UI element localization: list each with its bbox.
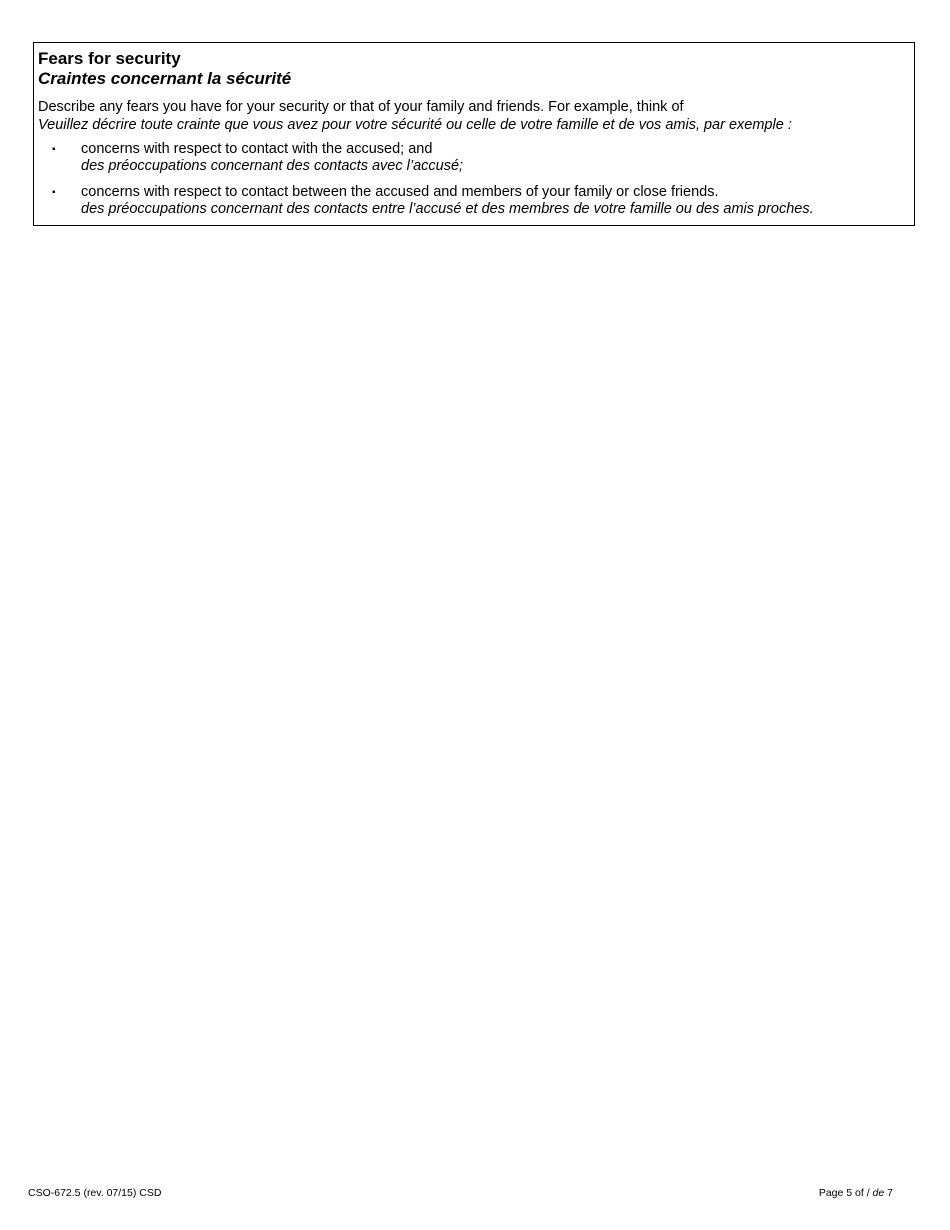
concerns-list bbox=[38, 141, 914, 218]
list-item-text-fr: des préoccupations concernant des contacts avec l’accusé; bbox=[81, 158, 464, 174]
intro-text-en: Describe any fears you have for your security or that of your family and friends. For example, think of bbox=[38, 99, 684, 115]
bullet-icon: ▪ bbox=[52, 144, 56, 155]
page-number-de: de bbox=[872, 1187, 885, 1199]
page-number-prefix: Page 5 of / bbox=[818, 1187, 870, 1199]
bullet-icon: ▪ bbox=[52, 187, 56, 198]
intro-text-fr: Veuillez décrire toute crainte que vous avez pour votre sécurité ou celle de votre famille et de vos amis, par exemple : bbox=[38, 117, 792, 133]
page-number bbox=[819, 1187, 893, 1200]
list-item-text-en: concerns with respect to contact with the accused; and bbox=[81, 141, 433, 157]
fears-for-security-section bbox=[33, 42, 915, 226]
list-item-text-fr: des préoccupations concernant des contacts entre l’accusé et des membres de votre famille ou des amis proches. bbox=[81, 201, 814, 217]
page-number-total: 7 bbox=[887, 1187, 893, 1199]
section-intro bbox=[38, 98, 914, 134]
list-item-text-en: concerns with respect to contact between the accused and members of your family or close friends. bbox=[81, 184, 719, 200]
list-item bbox=[38, 184, 914, 218]
section-title-en: Fears for security bbox=[38, 49, 181, 68]
list-item bbox=[38, 141, 914, 175]
form-identifier: CSO-672.5 (rev. 07/15) CSD bbox=[28, 1187, 162, 1199]
section-title-fr: Craintes concernant la sécurité bbox=[38, 69, 292, 88]
